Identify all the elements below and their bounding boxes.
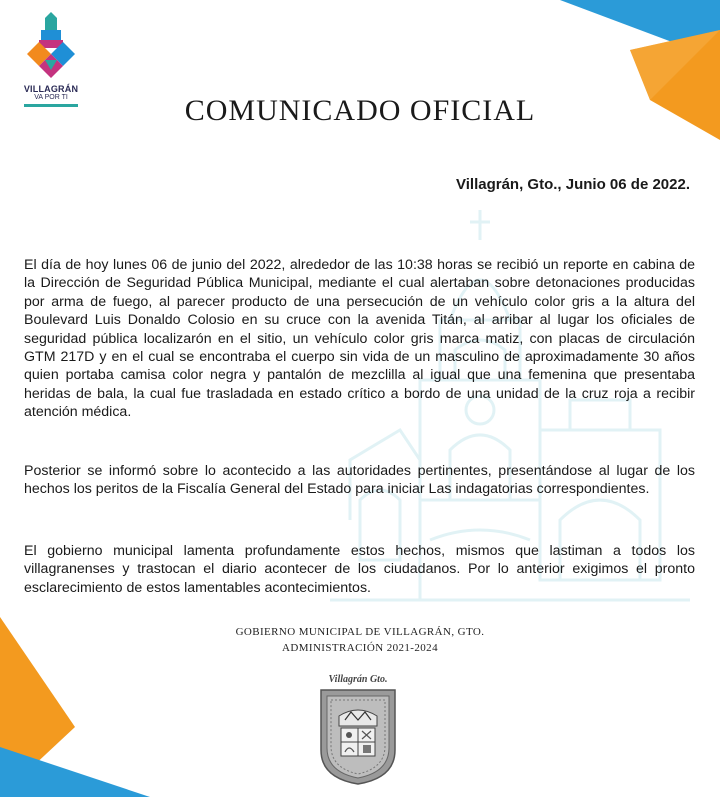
coat-of-arms-icon bbox=[315, 686, 401, 786]
villagran-logo bbox=[18, 12, 84, 107]
municipal-seal bbox=[315, 672, 401, 790]
paragraph-2: Posterior se informó sobre lo acontecido a las autoridades pertinentes, presentándose al lugar de los hechos los peritos de la Fiscalía General del Estado para iniciar Las indagatorias correspondientes. bbox=[24, 463, 695, 498]
date-line: Villagrán, Gto., Junio 06 de 2022. bbox=[456, 176, 690, 193]
paragraph-3: El gobierno municipal lamenta profundamente estos hechos, mismos que lastiman a todos los villagranenses y trastocan el diario acontecer de los ciudadanos. Por lo anterior exigimos el pronto esclarecimiento de estos lamentables acontecimientos. bbox=[24, 543, 695, 596]
logo-tagline: VA POR TI bbox=[34, 94, 68, 101]
corner-decoration-bottom-left-blue bbox=[0, 727, 150, 797]
document-title: COMUNICADO OFICIAL bbox=[184, 94, 536, 127]
villagran-logo-icon bbox=[23, 12, 79, 82]
seal-label: Villagrán Gto. bbox=[328, 674, 388, 685]
logo-name: VILLAGRÁN bbox=[23, 84, 79, 94]
signature-line-1: GOBIERNO MUNICIPAL DE VILLAGRÁN, GTO. bbox=[235, 626, 485, 638]
signature-block bbox=[0, 624, 720, 656]
paragraph-1: El día de hoy lunes 06 de junio del 2022, alrededor de las 10:38 horas se recibió un reporte en cabina de la Dirección de Seguridad Pública Municipal, mediante el cual alertaban sobre detonaciones producidas por arma de fuego, al parecer producto de una persecución de un vehículo color gris a la altura del Boulevard Luis Donaldo Colosio en su cruce con la avenida Titán, al arribar al lugar los oficiales de seguridad pública localizarón en el sitio, un vehículo color gris marca matiz, con placas de circulación GTM 217D y en el cual se encontraba el cuerpo sin vida de un masculino de aproximadamente 30 años quien portaba camisa color negra y pantalón de mezclilla al igual que una femenina que presentaba heridas de bala, la cual fue trasladada en estado crítico a bordo de una unidad de la cruz roja a recibir atención médica. bbox=[24, 257, 695, 421]
signature-line-2: ADMINISTRACIÓN 2021-2024 bbox=[282, 642, 438, 654]
